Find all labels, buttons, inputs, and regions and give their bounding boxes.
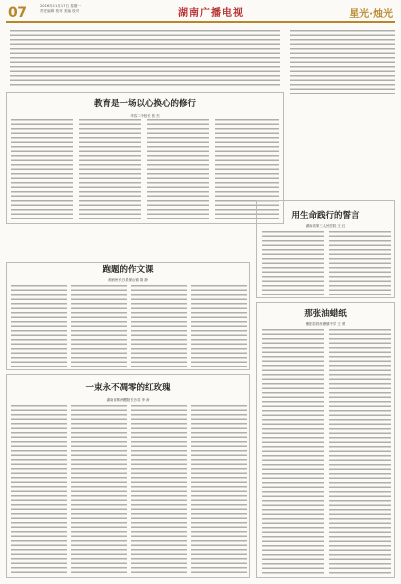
article-title: 用生命践行的誓言 <box>291 211 360 221</box>
article-column <box>10 30 280 86</box>
article-column <box>71 285 127 367</box>
article-title: 教育是一场以心换心的修行 <box>93 99 196 109</box>
page-number: 07 <box>8 5 27 21</box>
article-4 <box>256 302 395 578</box>
article-column <box>131 405 187 575</box>
article-byline: 衡阳县铁丝塘镇中学 王 勇 <box>305 322 346 326</box>
article-byline: 湖南省株洲醴陵长沙县 李 涛 <box>106 398 150 402</box>
article-column <box>11 405 67 575</box>
article-byline: 湖南省第三人民医院 王 红 <box>305 224 346 228</box>
article-column <box>191 405 247 575</box>
article-column <box>147 119 209 219</box>
article-byline: 华容二中校长 张 杰 <box>130 114 160 118</box>
article-column <box>262 329 324 575</box>
newspaper-logo: 湖南广播电视 <box>178 8 244 19</box>
article-column <box>11 285 67 367</box>
article-column <box>290 30 395 94</box>
article-column <box>329 231 391 295</box>
article-column <box>262 231 324 295</box>
article-column <box>131 285 187 367</box>
article-title: 一束永不凋零的红玫瑰 <box>85 383 171 393</box>
article-byline: 湘西州长沙县保山镇 胡 静 <box>108 278 148 282</box>
section-title: 星光·烛光 <box>349 9 393 20</box>
article-5 <box>6 374 250 578</box>
article-column <box>329 329 391 575</box>
article-title: 跑题的作文课 <box>102 265 154 275</box>
date-line: 2016年11月17日 星期一 <box>40 4 81 8</box>
masthead <box>0 0 401 22</box>
article-column <box>11 119 73 219</box>
article-title: 那张油蜡纸 <box>304 309 347 319</box>
editor-line: 责任编辑 校对 美编 校对 <box>40 8 80 13</box>
masthead-rule <box>6 21 395 23</box>
article-column <box>79 119 141 219</box>
article-column <box>191 285 247 367</box>
date-info <box>40 4 110 13</box>
article-1 <box>6 92 284 224</box>
article-column <box>71 405 127 575</box>
article-3 <box>6 262 250 370</box>
article-2 <box>256 200 395 298</box>
